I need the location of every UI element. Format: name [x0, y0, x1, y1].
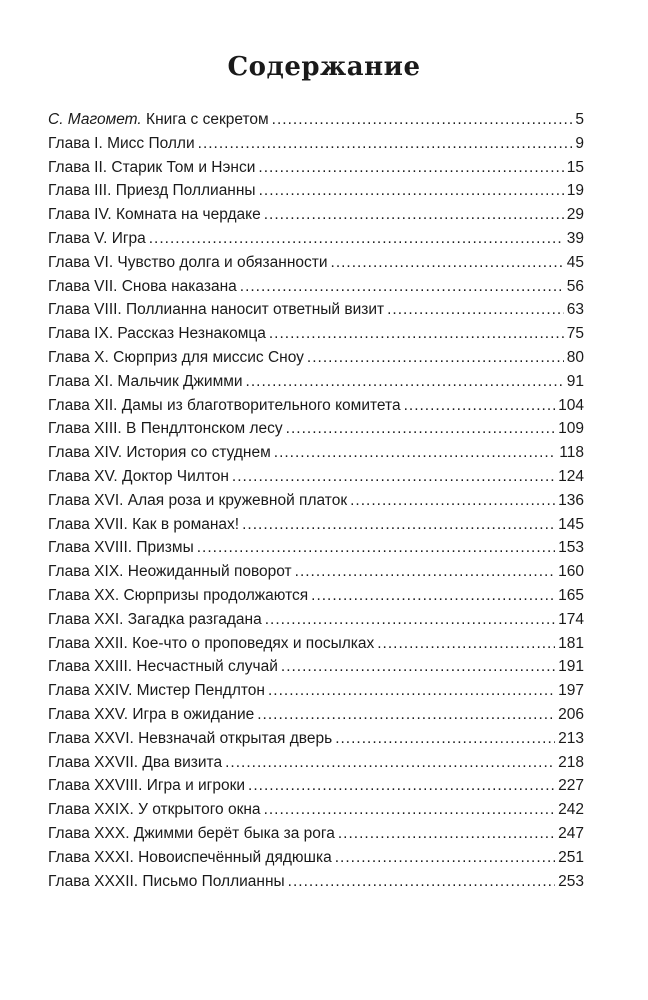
toc-entry [48, 655, 584, 679]
toc-entry-title [48, 608, 262, 632]
dot-leader [242, 513, 555, 537]
toc-entry [48, 679, 584, 703]
toc-entry [48, 346, 584, 370]
toc-entry-label: Глава VIII. Поллианна наносит ответный визит [48, 301, 385, 319]
toc-entry-page-number: 109 [558, 420, 584, 438]
dot-leader [377, 632, 555, 656]
toc-entry-label: Глава XXIX. У открытого окна [48, 801, 261, 819]
toc-entry-title [48, 441, 271, 465]
toc-entry-label: Глава II. Старик Том и Нэнси [48, 158, 256, 176]
dot-leader [248, 774, 555, 798]
toc-entry-page-number: 5 [575, 111, 584, 128]
toc-entry-label: Глава XI. Мальчик Джимми [48, 372, 243, 390]
toc-entry-label: Глава XVI. Алая роза и кружевной платок [48, 491, 348, 509]
dot-leader [295, 560, 555, 584]
dot-leader [264, 798, 556, 822]
toc-entry-page-number: 197 [558, 682, 584, 700]
toc-entry-title [48, 655, 278, 679]
toc-entry-title [48, 275, 237, 299]
toc-entry-label: Глава XXXI. Новоиспечённый дядюшка [48, 848, 332, 866]
dot-leader [257, 703, 555, 727]
dot-leader [269, 322, 564, 346]
toc-entry-page-number: 251 [558, 848, 584, 866]
dot-leader [350, 489, 555, 513]
toc-entry-label: Глава XIV. История со студнем [48, 444, 271, 462]
toc-entry-page-number: 218 [558, 753, 584, 771]
toc-entry [48, 560, 584, 584]
toc-entry [48, 441, 584, 465]
toc-entry [48, 489, 584, 513]
dot-leader [268, 679, 555, 703]
dot-leader [311, 584, 555, 608]
toc-entry-page-number: 15 [566, 158, 584, 176]
toc-entry [48, 822, 584, 846]
dot-leader [288, 870, 555, 894]
toc-entry [48, 513, 584, 537]
toc-entry-page-number: 136 [558, 491, 584, 509]
toc-entry-label: Книга с секретом [146, 111, 269, 128]
toc-entry [48, 394, 584, 418]
toc-entry [48, 703, 584, 727]
toc-entry-page-number: 253 [558, 872, 584, 890]
toc-entry [48, 632, 584, 656]
toc-entry-page-number: 145 [558, 515, 584, 533]
dot-leader [232, 465, 555, 489]
toc-entry-title [48, 489, 347, 513]
toc-entry-page-number: 165 [558, 586, 584, 604]
toc-entry-page-number: 191 [558, 658, 584, 676]
page-title: Содержание [227, 52, 421, 82]
toc-entry [48, 584, 584, 608]
dot-leader [246, 370, 564, 394]
toc-entry-title [48, 394, 401, 418]
toc-entry-label: Глава XV. Доктор Чилтон [48, 467, 229, 485]
toc-entry-label: Глава XVIII. Призмы [48, 539, 194, 557]
toc-entry-page-number: 118 [559, 444, 584, 462]
toc-entry-title [48, 798, 261, 822]
toc-entry [48, 798, 584, 822]
toc-entry-page-number: 181 [558, 634, 584, 652]
dot-leader [286, 417, 555, 441]
dot-leader [197, 536, 555, 560]
toc-entry [48, 870, 584, 894]
toc-entry-label: Глава I. Мисс Полли [48, 134, 195, 152]
toc-entry [48, 417, 584, 441]
toc-entry-label: Глава V. Игра [48, 229, 146, 247]
toc-entry-page-number: 124 [558, 467, 584, 485]
dot-leader [335, 846, 555, 870]
toc-entry-label: Глава XXI. Загадка разгадана [48, 610, 262, 628]
dot-leader [225, 751, 555, 775]
toc-entry [48, 536, 584, 560]
toc-entry [48, 774, 584, 798]
toc-entry-title [48, 584, 308, 608]
toc-entry-label: Глава XXV. Игра в ожидание [48, 705, 255, 723]
toc-entry-label: Глава XXIII. Несчастный случай [48, 658, 278, 676]
toc-entry-page-number: 75 [566, 325, 584, 343]
dot-leader [404, 394, 556, 418]
toc-entry-title [48, 465, 229, 489]
toc-entry-title [48, 846, 332, 870]
dot-leader [281, 655, 555, 679]
toc-entry-label: Глава XXVII. Два визита [48, 753, 223, 771]
toc-entry [48, 751, 584, 775]
toc-entry-page-number: 63 [566, 301, 584, 319]
toc-entry-label: Глава XXVIII. Игра и игроки [48, 777, 246, 795]
dot-leader [149, 227, 564, 251]
toc-entry-page-number: 19 [566, 182, 584, 200]
toc-entry-title [48, 322, 266, 346]
dot-leader [240, 275, 564, 299]
toc-entry-label: Глава XVII. Как в романах! [48, 515, 240, 533]
toc-entry [48, 203, 584, 227]
toc-entry [48, 251, 584, 275]
toc-entry-title [48, 703, 254, 727]
toc-entry-title [48, 727, 332, 751]
toc-entry [48, 156, 584, 180]
dot-leader [307, 346, 564, 370]
toc-entry-title [48, 417, 283, 441]
toc-entry-title [48, 251, 328, 275]
toc-entry-title [48, 822, 335, 846]
toc-entry-title [48, 513, 239, 537]
toc-entry-label: Глава X. Сюрприз для миссис Сноу [48, 348, 304, 366]
toc-entry-page-number: 160 [558, 563, 584, 581]
toc-entry-label: Глава XXIV. Мистер Пендлтон [48, 682, 265, 700]
toc-entry-page-number: 56 [566, 277, 584, 295]
toc-entry-page-number: 39 [566, 229, 584, 247]
toc-entry [48, 227, 584, 251]
toc-entry [48, 322, 584, 346]
toc-entry-title [48, 870, 285, 894]
toc-entry-page-number: 45 [566, 253, 584, 271]
toc-entry-title [48, 346, 304, 370]
toc-entry-title [48, 298, 384, 322]
dot-leader [198, 132, 573, 156]
dot-leader [264, 203, 564, 227]
toc-entry-page-number: 213 [558, 729, 584, 747]
toc-entry-label: Глава VI. Чувство долга и обязанности [48, 253, 328, 271]
toc-entry-label: Глава XXVI. Невзначай открытая дверь [48, 729, 333, 747]
toc-entry [48, 108, 584, 132]
toc-entry-title [48, 774, 245, 798]
toc-entry-page-number: 104 [558, 396, 584, 414]
toc-entry-label: Глава XII. Дамы из благотворительного комитета [48, 396, 401, 414]
toc-entry-title [48, 536, 194, 560]
toc-entry-title [48, 560, 292, 584]
dot-leader [338, 822, 555, 846]
toc-entry-page-number: 29 [566, 206, 584, 224]
toc-entry [48, 179, 584, 203]
toc-entry-title [48, 108, 269, 132]
toc-entry [48, 298, 584, 322]
toc-entry-title [48, 370, 243, 394]
toc-entry-page-number: 153 [558, 539, 584, 557]
toc-entry-page-number: 242 [558, 801, 584, 819]
toc-entry-author: С. Магомет. [48, 111, 142, 128]
dot-leader [335, 727, 555, 751]
dot-leader [265, 608, 555, 632]
toc-entry [48, 370, 584, 394]
dot-leader [331, 251, 564, 275]
dot-leader [258, 156, 563, 180]
toc-entry-label: Глава IV. Комната на чердаке [48, 206, 261, 224]
toc-entry [48, 727, 584, 751]
toc-entry-page-number: 247 [558, 824, 584, 842]
toc-entry [48, 846, 584, 870]
toc-entry [48, 465, 584, 489]
toc-entry-label: Глава VII. Снова наказана [48, 277, 237, 295]
toc-entry [48, 132, 584, 156]
dot-leader [259, 179, 564, 203]
toc-entry-label: Глава XXXII. Письмо Поллианны [48, 872, 285, 890]
toc-entry-label: Глава XIII. В Пендлтонском лесу [48, 420, 283, 438]
toc-entry-title [48, 227, 146, 251]
table-of-contents [48, 108, 584, 893]
toc-entry-page-number: 9 [575, 134, 584, 152]
toc-entry-label: Глава XX. Сюрпризы продолжаются [48, 586, 309, 604]
toc-entry-page-number: 206 [558, 705, 584, 723]
toc-entry-label: Глава XXII. Кое-что о проповедях и посылках [48, 634, 375, 652]
dot-leader [387, 298, 564, 322]
toc-entry-label: Глава XXX. Джимми берёт быка за рога [48, 824, 335, 842]
toc-entry-page-number: 174 [558, 610, 584, 628]
dot-leader [272, 108, 573, 132]
toc-entry-label: Глава XIX. Неожиданный поворот [48, 563, 292, 581]
toc-entry-label: Глава IX. Рассказ Незнакомца [48, 325, 266, 343]
toc-entry-page-number: 80 [566, 348, 584, 366]
toc-entry-title [48, 679, 265, 703]
toc-entry-title [48, 156, 255, 180]
toc-entry-title [48, 179, 256, 203]
toc-entry-title [48, 203, 261, 227]
toc-entry-page-number: 91 [566, 372, 584, 390]
toc-entry-page-number: 227 [558, 777, 584, 795]
toc-entry-label: Глава III. Приезд Поллианны [48, 182, 256, 200]
toc-entry-title [48, 751, 222, 775]
toc-entry [48, 608, 584, 632]
toc-entry [48, 275, 584, 299]
toc-entry-title [48, 632, 374, 656]
toc-entry-title [48, 132, 195, 156]
dot-leader [274, 441, 557, 465]
